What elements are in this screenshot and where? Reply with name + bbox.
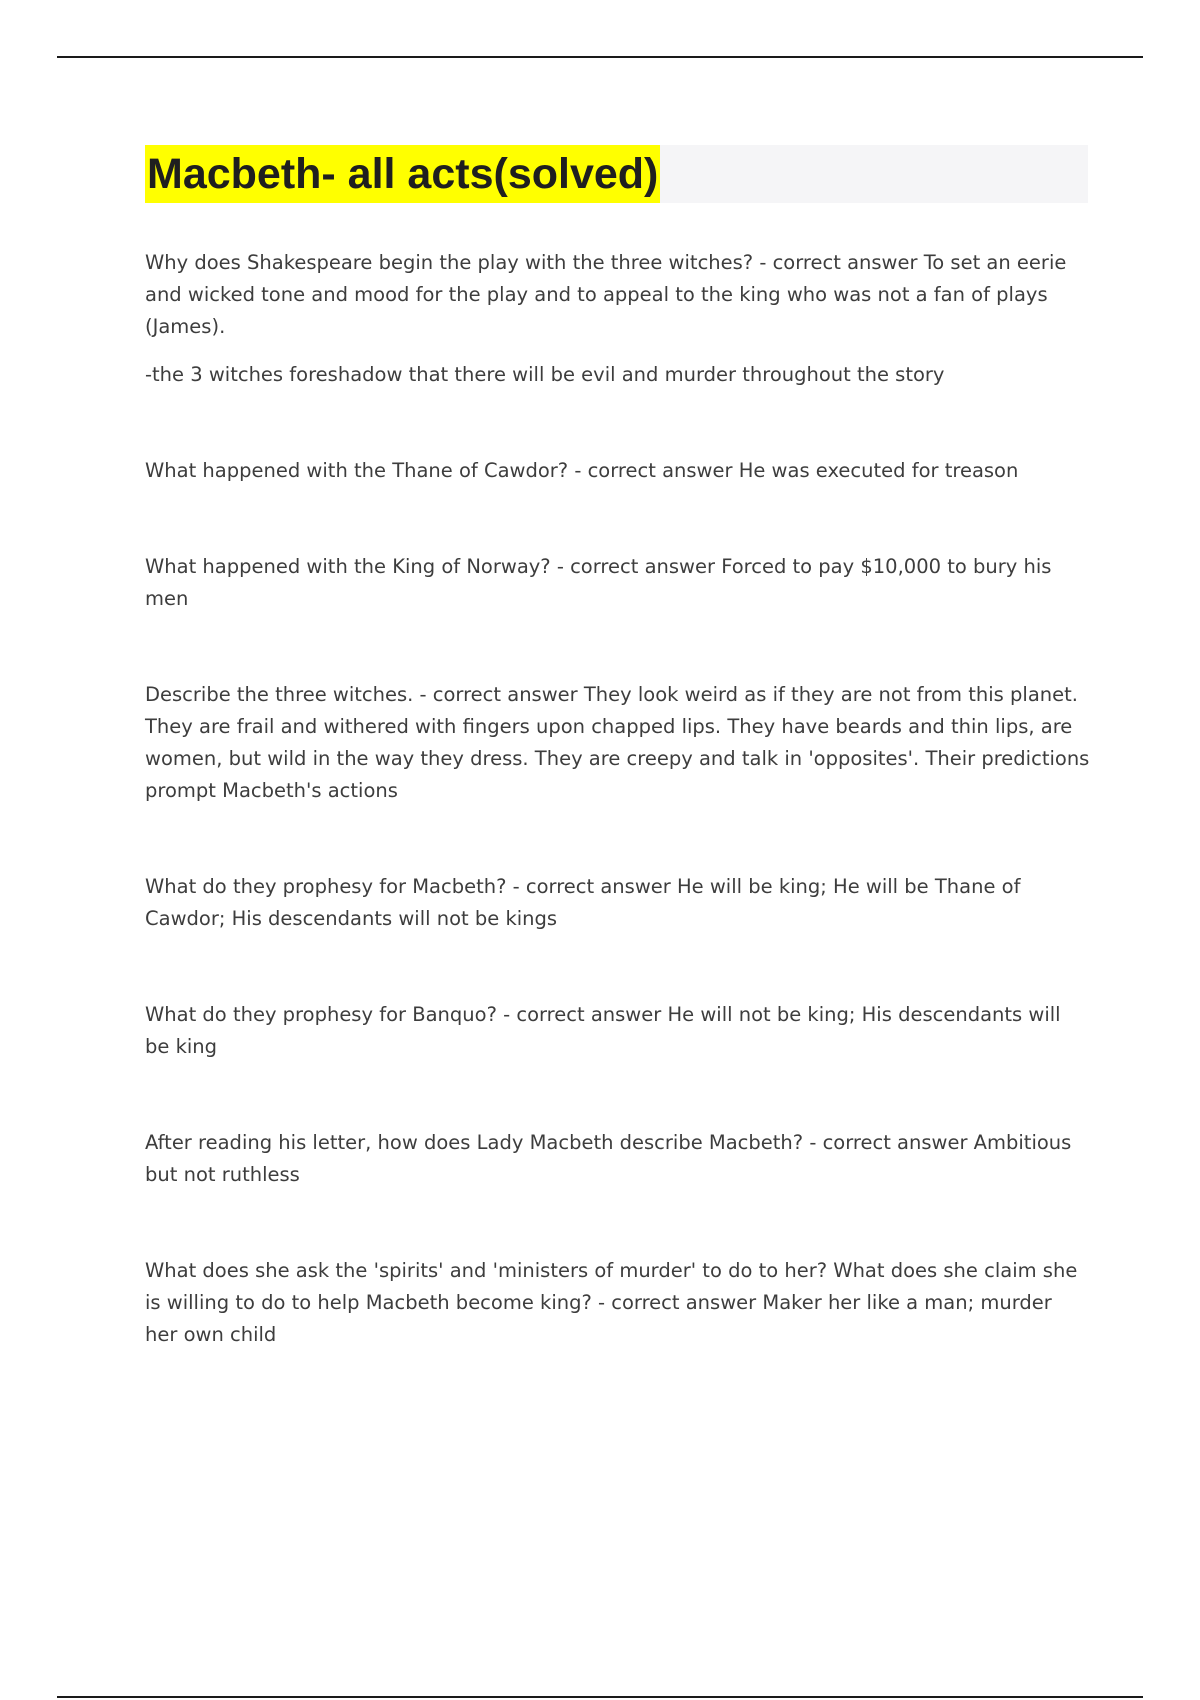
qa-text: What happened with the King of Norway? - correct answer Forced to pay $10,000 to bury his men	[145, 555, 1052, 610]
page-title: Macbeth- all acts(solved)	[145, 145, 660, 203]
qa-item	[145, 1255, 1090, 1351]
qa-item	[145, 551, 1090, 615]
qa-item	[145, 455, 1090, 487]
qa-item	[145, 1127, 1090, 1191]
qa-item	[145, 679, 1090, 807]
qa-extra-note: -the 3 witches foreshadow that there will be evil and murder throughout the story	[145, 363, 945, 386]
qa-text: What does she ask the 'spirits' and 'ministers of murder' to do to her? What does she claim she is willing to do to help Macbeth become king? - correct answer Maker her like a man; murder her own child	[145, 1259, 1078, 1346]
qa-text: After reading his letter, how does Lady Macbeth describe Macbeth? - correct answer Ambitious but not ruthless	[145, 1131, 1072, 1186]
qa-text: What do they prophesy for Macbeth? - correct answer He will be king; He will be Thane of Cawdor; His descendants will not be kings	[145, 875, 1021, 930]
qa-text: What happened with the Thane of Cawdor? - correct answer He was executed for treason	[145, 459, 1019, 482]
qa-list	[145, 247, 1090, 1351]
qa-text: What do they prophesy for Banquo? - correct answer He will not be king; His descendants will be king	[145, 1003, 1061, 1058]
top-rule	[57, 56, 1143, 58]
qa-text: Describe the three witches. - correct answer They look weird as if they are not from this planet. They are frail and withered with fingers upon chapped lips. They have beards and thin lips, are women, but wild in the way they dress. They are creepy and talk in 'opposites'. Their predictions prompt Macbeth's actions	[145, 683, 1090, 802]
qa-text: Why does Shakespeare begin the play with the three witches? - correct answer To set an eerie and wicked tone and mood for the play and to appeal to the king who was not a fan of plays (James).	[145, 251, 1067, 338]
qa-item	[145, 999, 1090, 1063]
bottom-rule	[57, 1696, 1143, 1698]
qa-item	[145, 871, 1090, 935]
qa-item	[145, 247, 1090, 391]
